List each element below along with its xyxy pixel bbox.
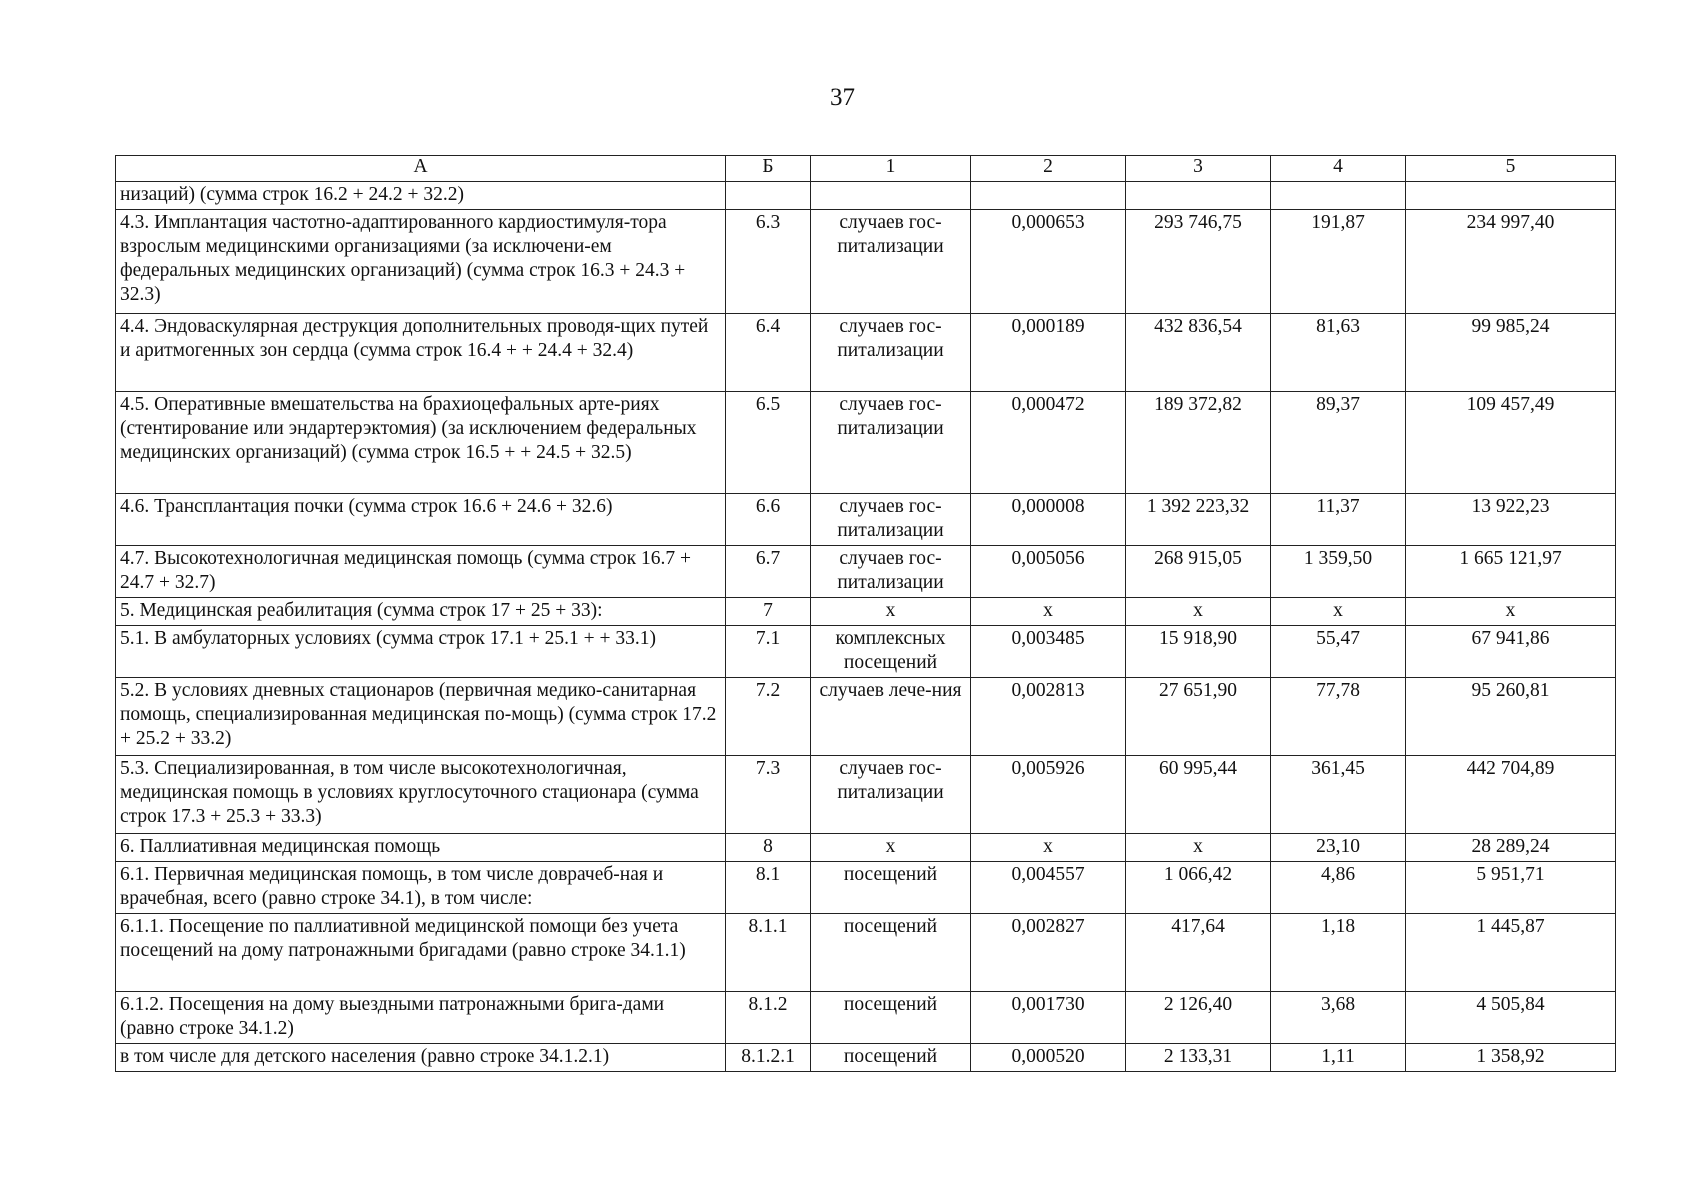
row-unit: случаев гос-питализации [811, 494, 971, 546]
row-norm: 0,005056 [971, 546, 1126, 598]
row-per-capita: 4,86 [1271, 862, 1406, 914]
row-total: 95 260,81 [1406, 678, 1616, 756]
row-total: 13 922,23 [1406, 494, 1616, 546]
row-unit: случаев гос-питализации [811, 210, 971, 314]
table-row [116, 210, 1616, 314]
row-code: 6.7 [726, 546, 811, 598]
row-name: 5.1. В амбулаторных условиях (сумма строк 17.1 + 25.1 + + 33.1) [116, 626, 726, 678]
row-name: 4.7. Высокотехнологичная медицинская помощь (сумма строк 16.7 + 24.7 + 32.7) [116, 546, 726, 598]
row-name: 6. Паллиативная медицинская помощь [116, 834, 726, 862]
row-unit [811, 182, 971, 210]
row-per-capita: 3,68 [1271, 992, 1406, 1044]
header-cell-5: 5 [1406, 156, 1616, 182]
row-total: 4 505,84 [1406, 992, 1616, 1044]
row-name: 6.1. Первичная медицинская помощь, в том числе доврачеб-ная и врачебная, всего (равно строке 34.1), в том числе: [116, 862, 726, 914]
header-cell-2: 2 [971, 156, 1126, 182]
table-row [116, 182, 1616, 210]
row-code: 7.1 [726, 626, 811, 678]
row-cost: 1 066,42 [1126, 862, 1271, 914]
row-norm: 0,001730 [971, 992, 1126, 1044]
row-norm: 0,002827 [971, 914, 1126, 992]
row-total: 1 665 121,97 [1406, 546, 1616, 598]
row-per-capita: 1,18 [1271, 914, 1406, 992]
row-per-capita: 55,47 [1271, 626, 1406, 678]
row-per-capita: 1 359,50 [1271, 546, 1406, 598]
table-row [116, 756, 1616, 834]
row-cost: 27 651,90 [1126, 678, 1271, 756]
row-cost: 2 126,40 [1126, 992, 1271, 1044]
row-name: низаций) (сумма строк 16.2 + 24.2 + 32.2) [116, 182, 726, 210]
row-per-capita: 11,37 [1271, 494, 1406, 546]
page-number: 37 [830, 84, 855, 111]
row-norm: 0,005926 [971, 756, 1126, 834]
row-code: 6.6 [726, 494, 811, 546]
header-cell-a: А [116, 156, 726, 182]
row-code: 8.1.1 [726, 914, 811, 992]
row-norm [971, 182, 1126, 210]
row-total: 99 985,24 [1406, 314, 1616, 392]
row-code: 8.1 [726, 862, 811, 914]
row-name: 5. Медицинская реабилитация (сумма строк 17 + 25 + 33): [116, 598, 726, 626]
row-cost: 268 915,05 [1126, 546, 1271, 598]
row-code: 6.3 [726, 210, 811, 314]
row-per-capita: 361,45 [1271, 756, 1406, 834]
row-code [726, 182, 811, 210]
row-total: 234 997,40 [1406, 210, 1616, 314]
row-per-capita: 23,10 [1271, 834, 1406, 862]
row-cost: 189 372,82 [1126, 392, 1271, 494]
row-norm: 0,003485 [971, 626, 1126, 678]
row-name: 4.6. Трансплантация почки (сумма строк 16.6 + 24.6 + 32.6) [116, 494, 726, 546]
table-row [116, 546, 1616, 598]
row-name: 4.3. Имплантация частотно-адаптированного кардиостимуля-тора взрослым медицинскими организациями (за исключени-ем федеральных медицинских организаций) (сумма строк 16.3 + 24.3 + 32.3) [116, 210, 726, 314]
row-name: 4.4. Эндоваскулярная деструкция дополнительных проводя-щих путей и аритмогенных зон сердца (сумма строк 16.4 + + 24.4 + 32.4) [116, 314, 726, 392]
row-unit: х [811, 598, 971, 626]
row-norm: 0,002813 [971, 678, 1126, 756]
row-unit: случаев гос-питализации [811, 314, 971, 392]
row-code: 7.3 [726, 756, 811, 834]
header-row [116, 156, 1616, 182]
row-unit: посещений [811, 914, 971, 992]
row-name: 6.1.2. Посещения на дому выездными патронажными брига-дами (равно строке 34.1.2) [116, 992, 726, 1044]
row-total: 5 951,71 [1406, 862, 1616, 914]
row-code: 8.1.2 [726, 992, 811, 1044]
row-cost: 15 918,90 [1126, 626, 1271, 678]
row-unit: комплексных посещений [811, 626, 971, 678]
row-cost: х [1126, 834, 1271, 862]
row-name: в том числе для детского населения (равно строке 34.1.2.1) [116, 1044, 726, 1072]
row-code: 8 [726, 834, 811, 862]
row-unit: посещений [811, 992, 971, 1044]
row-per-capita: 89,37 [1271, 392, 1406, 494]
row-norm: 0,004557 [971, 862, 1126, 914]
row-total: 109 457,49 [1406, 392, 1616, 494]
row-total: 1 445,87 [1406, 914, 1616, 992]
table-row [116, 914, 1616, 992]
row-unit: х [811, 834, 971, 862]
header-cell-4: 4 [1271, 156, 1406, 182]
row-total: 442 704,89 [1406, 756, 1616, 834]
row-cost: х [1126, 598, 1271, 626]
row-cost: 417,64 [1126, 914, 1271, 992]
row-norm: 0,000189 [971, 314, 1126, 392]
table-row [116, 834, 1616, 862]
row-per-capita: 81,63 [1271, 314, 1406, 392]
row-per-capita [1271, 182, 1406, 210]
row-total: 28 289,24 [1406, 834, 1616, 862]
row-name: 5.2. В условиях дневных стационаров (первичная медико-санитарная помощь, специализированная медицинская по-мощь) (сумма строк 17.2 + 25.2 + 33.2) [116, 678, 726, 756]
row-code: 7 [726, 598, 811, 626]
row-norm: 0,000472 [971, 392, 1126, 494]
row-norm: х [971, 834, 1126, 862]
table-row [116, 678, 1616, 756]
row-unit: случаев лече-ния [811, 678, 971, 756]
table-row [116, 598, 1616, 626]
row-total: 1 358,92 [1406, 1044, 1616, 1072]
table-row [116, 314, 1616, 392]
row-unit: посещений [811, 862, 971, 914]
row-cost [1126, 182, 1271, 210]
row-per-capita: 77,78 [1271, 678, 1406, 756]
table-row [116, 992, 1616, 1044]
row-unit: случаев гос-питализации [811, 392, 971, 494]
row-name: 6.1.1. Посещение по паллиативной медицинской помощи без учета посещений на дому патронажными бригадами (равно строке 34.1.1) [116, 914, 726, 992]
row-total: х [1406, 598, 1616, 626]
row-norm: 0,000008 [971, 494, 1126, 546]
row-code: 8.1.2.1 [726, 1044, 811, 1072]
row-unit: случаев гос-питализации [811, 756, 971, 834]
header-cell-3: 3 [1126, 156, 1271, 182]
row-norm: 0,000520 [971, 1044, 1126, 1072]
row-cost: 293 746,75 [1126, 210, 1271, 314]
row-per-capita: х [1271, 598, 1406, 626]
row-total [1406, 182, 1616, 210]
row-per-capita: 191,87 [1271, 210, 1406, 314]
row-unit: посещений [811, 1044, 971, 1072]
row-cost: 1 392 223,32 [1126, 494, 1271, 546]
header-cell-b: Б [726, 156, 811, 182]
table-row [116, 494, 1616, 546]
row-name: 5.3. Специализированная, в том числе высокотехнологичная, медицинская помощь в условиях круглосуточного стационара (сумма строк 17.3 + 25.3 + 33.3) [116, 756, 726, 834]
row-cost: 432 836,54 [1126, 314, 1271, 392]
row-norm: 0,000653 [971, 210, 1126, 314]
row-total: 67 941,86 [1406, 626, 1616, 678]
data-table [115, 155, 1616, 1072]
row-code: 7.2 [726, 678, 811, 756]
row-cost: 60 995,44 [1126, 756, 1271, 834]
row-cost: 2 133,31 [1126, 1044, 1271, 1072]
row-code: 6.4 [726, 314, 811, 392]
row-norm: х [971, 598, 1126, 626]
table-row [116, 626, 1616, 678]
row-name: 4.5. Оперативные вмешательства на брахиоцефальных арте-риях (стентирование или эндартерэктомия) (за исключением федеральных медицинских организаций) (сумма строк 16.5 + + 24.5 + 32.5) [116, 392, 726, 494]
header-cell-1: 1 [811, 156, 971, 182]
row-per-capita: 1,11 [1271, 1044, 1406, 1072]
row-unit: случаев гос-питализации [811, 546, 971, 598]
row-code: 6.5 [726, 392, 811, 494]
table-row [116, 392, 1616, 494]
table-row [116, 862, 1616, 914]
table-row [116, 1044, 1616, 1072]
